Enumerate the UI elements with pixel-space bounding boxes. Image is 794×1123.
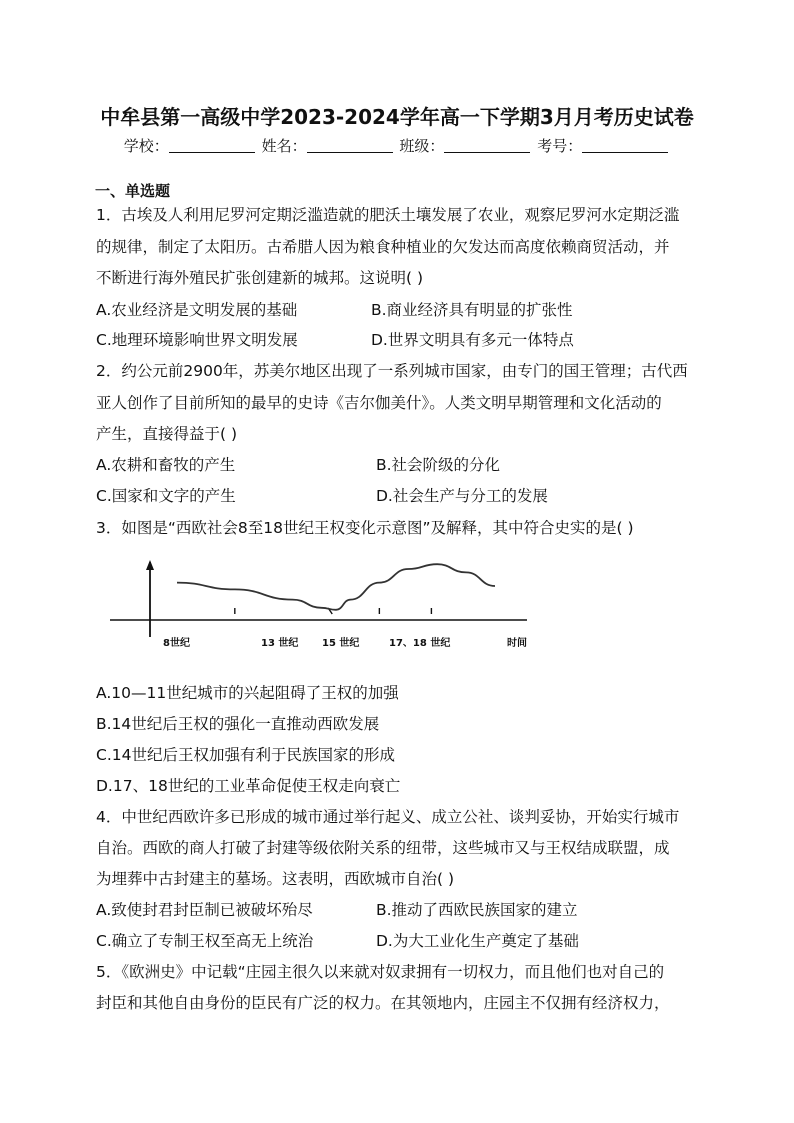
tick-label-15: 15 世纪	[322, 638, 360, 649]
q4-line-1: 4．中世纪西欧许多已形成的城市通过举行起义、成立公社、谈判妥协，开始实行城市	[96, 808, 680, 826]
number-label: 考号：	[537, 137, 583, 155]
kingship-chart	[105, 552, 535, 657]
q4-option-c[interactable]: C.确立了专制王权至高无上统治	[96, 932, 314, 950]
q5-line-1: 5．《欧洲史》中记载“庄园主很久以来就对奴隶拥有一切权力，而且他们也对自己的	[96, 963, 665, 981]
school-blank[interactable]	[169, 138, 255, 153]
x-axis-label: 时间	[507, 638, 527, 649]
q1-option-b[interactable]: B.商业经济具有明显的扩张性	[371, 301, 573, 319]
name-label: 姓名：	[261, 137, 307, 155]
q1-line-2: 的规律，制定了太阳历。古希腊人因为粮食种植业的欠发达而高度依赖商贸活动，并	[96, 238, 670, 256]
school-label: 学校：	[123, 137, 169, 155]
q4-line-3: 为埋葬中古封建主的墓场。这表明，西欧城市自治( )	[96, 870, 455, 888]
q1-option-c[interactable]: C.地理环境影响世界文明发展	[96, 331, 298, 349]
q2-option-a[interactable]: A.农耕和畜牧的产生	[96, 456, 236, 474]
q4-option-d[interactable]: D.为大工业化生产奠定了基础	[376, 932, 579, 950]
q2-line-3: 产生，直接得益于( )	[96, 425, 238, 443]
chart-y-arrow	[146, 560, 154, 570]
q2-option-d[interactable]: D.社会生产与分工的发展	[376, 487, 548, 505]
tick-label-13: 13 世纪	[261, 638, 299, 649]
q1-option-a[interactable]: A.农业经济是文明发展的基础	[96, 301, 298, 319]
tick-label-17-18: 17、18 世纪	[389, 638, 451, 649]
q4-line-2: 自治。西欧的商人打破了封建等级依附关系的纽带，这些城市又与王权结成联盟，成	[96, 839, 670, 857]
class-blank[interactable]	[444, 138, 530, 153]
q3-option-c[interactable]: C.14世纪后王权加强有利于民族国家的形成	[96, 746, 395, 764]
q3-option-a[interactable]: A.10—11世纪城市的兴起阻碍了王权的加强	[96, 684, 399, 702]
q1-line-1: 1．古埃及人利用尼罗河定期泛滥造就的肥沃土壤发展了农业，观察尼罗河水定期泛滥	[96, 206, 680, 224]
q4-option-a[interactable]: A.致使封君封臣制已被破坏殆尽	[96, 901, 313, 919]
q3-option-b[interactable]: B.14世纪后王权的强化一直推动西欧发展	[96, 715, 380, 733]
q2-option-c[interactable]: C.国家和文字的产生	[96, 487, 236, 505]
number-blank[interactable]	[582, 138, 668, 153]
q1-line-3: 不断进行海外殖民扩张创建新的城邦。这说明( )	[96, 269, 424, 287]
chart-series-line	[177, 564, 495, 610]
q2-line-2: 亚人创作了目前所知的最早的史诗《吉尔伽美什》。人类文明早期管理和文化活动的	[96, 394, 662, 412]
q2-line-1: 2．约公元前2900年，苏美尔地区出现了一系列城市国家，由专门的国王管理；古代西	[96, 362, 688, 380]
q2-option-b[interactable]: B.社会阶级的分化	[376, 456, 501, 474]
q3-option-d[interactable]: D.17、18世纪的工业革命促使王权走向衰亡	[96, 777, 401, 795]
q5-line-2: 封臣和其他自由身份的臣民有广泛的权力。在其领地内，庄园主不仅拥有经济权力，	[96, 994, 670, 1012]
q4-option-b[interactable]: B.推动了西欧民族国家的建立	[376, 901, 578, 919]
class-label: 班级：	[399, 137, 445, 155]
section-heading: 一、单选题	[95, 182, 171, 200]
q1-option-d[interactable]: D.世界文明具有多元一体特点	[371, 331, 574, 349]
tick-label-8: 8世纪	[163, 638, 190, 649]
student-info-row	[0, 135, 794, 156]
name-blank[interactable]	[307, 138, 393, 153]
exam-title: 中牟县第一高级中学2023-2024学年高一下学期3月月考历史试卷	[100, 105, 694, 129]
q3-line-1: 3．如图是“西欧社会8至18世纪王权变化示意图”及解释，其中符合史实的是( )	[96, 519, 634, 537]
